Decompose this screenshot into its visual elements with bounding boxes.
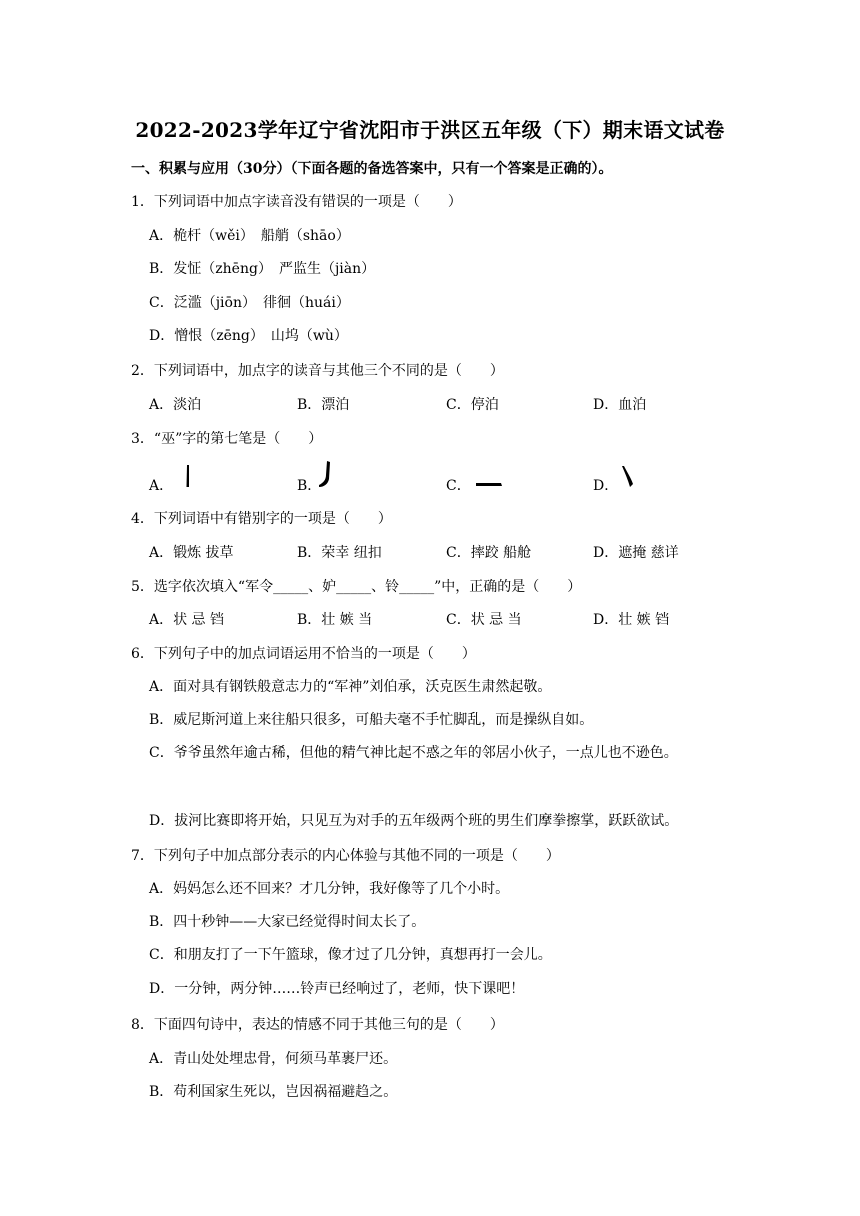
- q1-option-c: C．泛滥（jiōn） 徘徊（huái）: [149, 295, 350, 311]
- q7-option-c: C．和朋友打了一下午篮球，像才过了几分钟，真想再打一会儿。: [149, 947, 552, 963]
- q2-option-a: A．淡泊: [149, 397, 202, 413]
- q4-option-d: D．遮掩 慈详: [593, 545, 679, 561]
- q4-option-b: B．荣幸 纽扣: [297, 545, 382, 561]
- q8-option-a: A．青山处处埋忠骨，何须马革裹尸还。: [149, 1051, 398, 1067]
- q6-option-a: A．面对具有钢铁般意志力的“军神”刘伯承，沃克医生肃然起敬。: [149, 679, 552, 695]
- q7-option-a: A．妈妈怎么还不回来？才几分钟，我好像等了几个小时。: [149, 881, 510, 897]
- q2-option-d: D．血泊: [593, 397, 647, 413]
- page-title: 2022-2023学年辽宁省沈阳市于洪区五年级（下）期末语文试卷: [135, 118, 725, 142]
- q5-option-b: B．壮 嫉 当: [297, 612, 373, 628]
- dot-stroke-icon: [618, 464, 636, 490]
- q4-option-a: A．锻炼 拔草: [149, 545, 234, 561]
- q2-option-c: C．停泊: [446, 397, 499, 413]
- question-6: 6．下列句子中的加点词语运用不恰当的一项是（ ）: [131, 646, 476, 662]
- q3-option-d: D．: [593, 478, 619, 494]
- question-8: 8．下面四句诗中，表达的情感不同于其他三句的是（ ）: [131, 1017, 504, 1033]
- question-3: 3．“巫”字的第七笔是（ ）: [131, 431, 323, 447]
- q3-option-c: C．: [446, 478, 471, 494]
- question-1: 1．下列词语中加点字读音没有错误的一项是（ ）: [131, 194, 462, 210]
- vertical-stroke-icon: [181, 463, 195, 489]
- q6-option-c: C．爷爷虽然年逾古稀，但他的精气神比起不惑之年的邻居小伙子，一点儿也不逊色。: [149, 745, 678, 761]
- question-7: 7．下列句子中加点部分表示的内心体验与其他不同的一项是（ ）: [131, 848, 560, 864]
- q1-option-d: D．憎恨（zēng） 山坞（wù）: [149, 328, 348, 344]
- q6-option-d: D．拔河比赛即将开始，只见互为对手的五年级两个班的男生们摩拳擦掌，跃跃欲试。: [149, 813, 679, 829]
- horizontal-stroke-icon: [474, 479, 504, 489]
- q3-option-a: A．: [149, 478, 174, 494]
- question-5: 5．选字依次填入“军令_____、妒_____、铃_____”中，正确的是（ ）: [131, 579, 582, 595]
- q8-option-b: B．苟利国家生死以，岂因祸福避趋之。: [149, 1084, 398, 1100]
- q1-option-a: A．桅杆（wěi） 船艄（shāo）: [149, 228, 350, 244]
- q3-option-b: B．: [297, 478, 322, 494]
- q7-option-b: B．四十秒钟——大家已经觉得时间太长了。: [149, 914, 426, 930]
- section-heading: 一、积累与应用（30分）（下面各题的备选答案中，只有一个答案是正确的）。: [131, 161, 613, 177]
- q6-option-b: B．威尼斯河道上来往船只很多，可船夫毫不手忙脚乱，而是操纵自如。: [149, 712, 594, 728]
- q1-option-b: B．发怔（zhēng） 严监生（jiàn）: [149, 261, 376, 277]
- question-2: 2．下列词语中，加点字的读音与其他三个不同的是（ ）: [131, 363, 504, 379]
- question-4: 4．下列词语中有错别字的一项是（ ）: [131, 511, 392, 527]
- q5-option-a: A．状 忌 铛: [149, 612, 225, 628]
- q2-option-b: B．漂泊: [297, 397, 350, 413]
- q4-option-c: C．摔跤 船舱: [446, 545, 532, 561]
- q5-option-c: C．状 忌 当: [446, 612, 522, 628]
- vertical-hook-stroke-icon: [316, 459, 334, 489]
- q7-option-d: D．一分钟，两分钟……铃声已经响过了，老师，快下课吧！: [149, 981, 525, 997]
- q5-option-d: D．壮 嫉 铛: [593, 612, 670, 628]
